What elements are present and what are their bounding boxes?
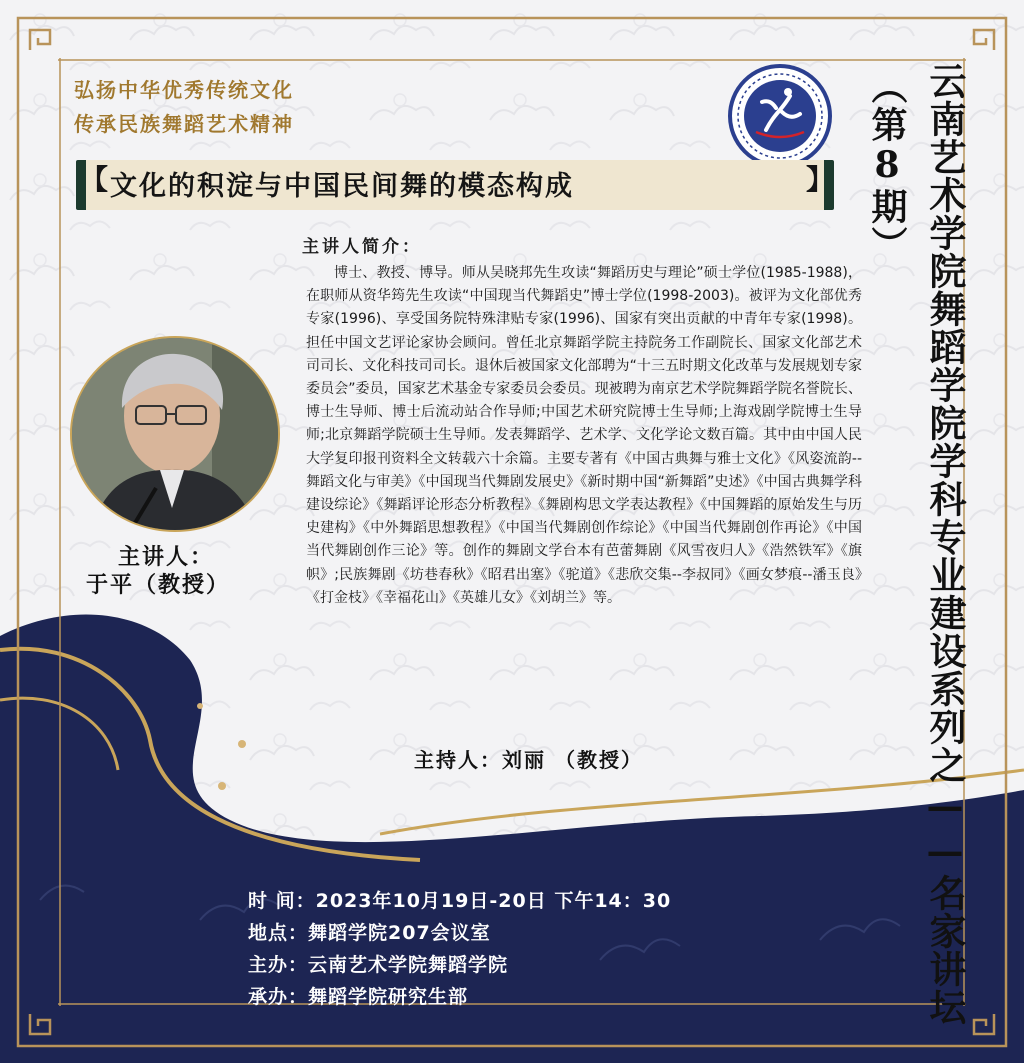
speaker-bio: 博士、教授、博导。师从吴晓邦先生攻读“舞蹈历史与理论”硕士学位(1985-1988)，在职师从资华筠先生攻读“中国现当代舞蹈史”博士学位(1998-2003)。被评为文化部优秀专家(1996)、享受国务院特殊津贴专家(1996)、国家有突出贡献的中青年专家(1998)。担任中国文艺评论家协会顾问。曾任北京舞蹈学院主持院务工作副院长、国家文化部艺术司司长、文化科技司司长。退休后被国家文化部聘为“十三五时期文化改革与发展规划专家委员会”委员，国家艺术基金专家委员会委员。现被聘为南京艺术学院舞蹈学院名誉院长、博士生导师、博士后流动站合作导师;中国艺术研究院博士生导师;上海戏剧学院博士生导师;北京舞蹈学院硕士生导师。发表舞蹈学、艺术学、文化学论文数百篇。其中由中国人民大学复印报刊资料全文转载六十余篇。主要专著有《中国古典舞与雅士文化》《风姿流韵--舞蹈文化与审美》《中国现当代舞剧发展史》《新时期中国“新舞蹈”史述》《中国古典舞学科建设综论》《舞蹈评论形态分析教程》《舞剧构思文学表达教程》《中国舞蹈的原始发生与历史建构》《中外舞蹈思想教程》《中国当代舞剧创作综论》《中国当代舞剧创作再论》《中国当代舞剧创作三论》等。创作的舞剧文学台本有芭蕾舞剧《风雪夜归人》《浩然铁军》《旗帜》;民族舞剧《坊巷春秋》《昭君出塞》《驼道》《悲欣交集--李叔同》《画女梦痕--潘玉良》《打金枝》《幸福花山》《英雄儿女》《刘胡兰》等。: [306, 265, 862, 606]
slogan-line-2: 传承民族舞蹈艺术精神: [74, 112, 294, 136]
title-bracket-left: 【: [80, 163, 109, 196]
speaker-intro-heading: 主讲人简介：: [302, 237, 422, 257]
event-host-organization: 主办：云南艺术学院舞蹈学院: [248, 954, 509, 976]
speaker-name: 于平（教授）: [86, 572, 231, 598]
speaker-photo: [70, 336, 280, 532]
host-line: 主持人：刘丽 （教授）: [414, 748, 643, 772]
school-logo-icon: [726, 62, 834, 170]
title-bracket-right: 】: [806, 163, 835, 196]
event-place: 地点：舞蹈学院207会议室: [248, 922, 491, 944]
event-organizer: 承办：舞蹈学院研究生部: [248, 986, 469, 1008]
slogan-line-1: 弘扬中华优秀传统文化: [74, 78, 294, 102]
speaker-label: 主讲人：: [118, 544, 215, 570]
issue-number: （第8期）: [866, 68, 908, 264]
event-time: 时 间：2023年10月19日-20日 下午14：30: [248, 890, 672, 912]
lecture-title: 文化的积淀与中国民间舞的模态构成: [110, 171, 574, 202]
series-title: 云南艺术学院舞蹈学院学科专业建设系列之——名家讲坛: [923, 62, 967, 1026]
